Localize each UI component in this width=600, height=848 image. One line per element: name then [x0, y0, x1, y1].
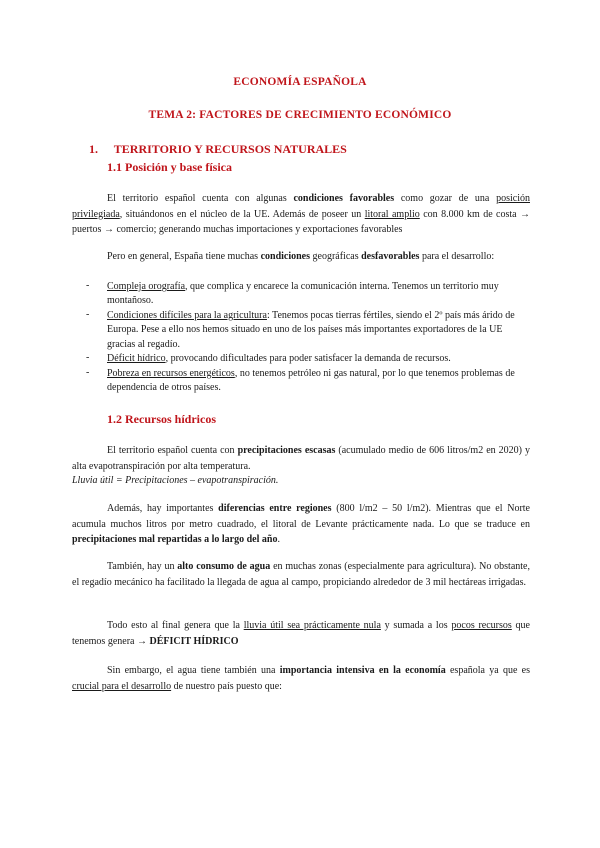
list-dash: -: [86, 280, 90, 291]
list-item: Compleja orografía, que complica y encarece la comunicación interna. Tenemos un territorio muy montañoso.: [107, 281, 499, 307]
list-dash: -: [86, 352, 90, 363]
section-title: TERRITORIO Y RECURSOS NATURALES: [113, 142, 347, 156]
paragraph-3: El territorio español cuenta con precipitaciones escasas (acumulado medio de 606 litros/m2 en 2020) y alta evapotranspiración por alta temperatura.: [72, 445, 530, 472]
list-item: Déficit hídrico, provocando dificultades para poder satisfacer la demanda de recursos.: [107, 353, 451, 364]
document-title: ECONOMÍA ESPAÑOLA: [233, 76, 367, 88]
paragraph-1: El territorio español cuenta con algunas condiciones favorables como gozar de una posición privilegiada, situándonos en el núcleo de la UE. Además de poseer un litoral amplio con 8.000 km de costa → puertos → comercio; generando muchas importaciones y exportaciones favorables: [72, 193, 531, 236]
subheading-recursos-hidricos: 1.2 Recursos hídricos: [107, 412, 216, 426]
paragraph-6: Todo esto al final genera que la lluvia útil sea prácticamente nula y sumada a los pocos recursos que tenemos genera → DÉFICIT HÍDRICO: [72, 620, 530, 647]
list-dash: -: [86, 309, 90, 320]
paragraph-5: También, hay un alto consumo de agua en muchas zonas (especialmente para agricultura). No obstante, el regadío mecánico ha facilitado la llegada de agua al campo, propiciando alrededor de 3 mil hectáreas irrigadas.: [72, 561, 530, 588]
tema-title: TEMA 2: FACTORES DE CRECIMIENTO ECONÓMICO: [148, 109, 452, 121]
paragraph-4: Además, hay importantes diferencias entre regiones (800 l/m2 – 50 l/m2). Mientras que el Norte acumula muchos litros por metro cuadrado, el litoral de Levante prácticamente nada. Lo que se traduce en precipitaciones mal repartidas a lo largo del año.: [72, 503, 530, 546]
list-item: Pobreza en recursos energéticos, no tenemos petróleo ni gas natural, por lo que tenemos problemas de dependencia de otros países.: [107, 368, 515, 394]
list-item: Condiciones difíciles para la agricultura: Tenemos pocas tierras fértiles, siendo el 2º país más árido de Europa. Pese a ello nos hemos situado en uno de los países más importantes exportadores de la UE gracias al regadío.: [107, 310, 515, 350]
section-number: 1.: [89, 142, 98, 156]
formula-lluvia-util: Lluvia útil = Precipitaciones – evapotranspiración.: [72, 475, 279, 486]
paragraph-2: Pero en general, España tiene muchas condiciones geográficas desfavorables para el desarrollo:: [107, 251, 495, 262]
list-dash: -: [86, 367, 90, 378]
section-heading: [89, 142, 347, 157]
paragraph-7: Sin embargo, el agua tiene también una importancia intensiva en la economía española ya que es crucial para el desarrollo de nuestro país puesto que:: [72, 665, 530, 692]
subheading-posicion: 1.1 Posición y base física: [107, 160, 232, 174]
